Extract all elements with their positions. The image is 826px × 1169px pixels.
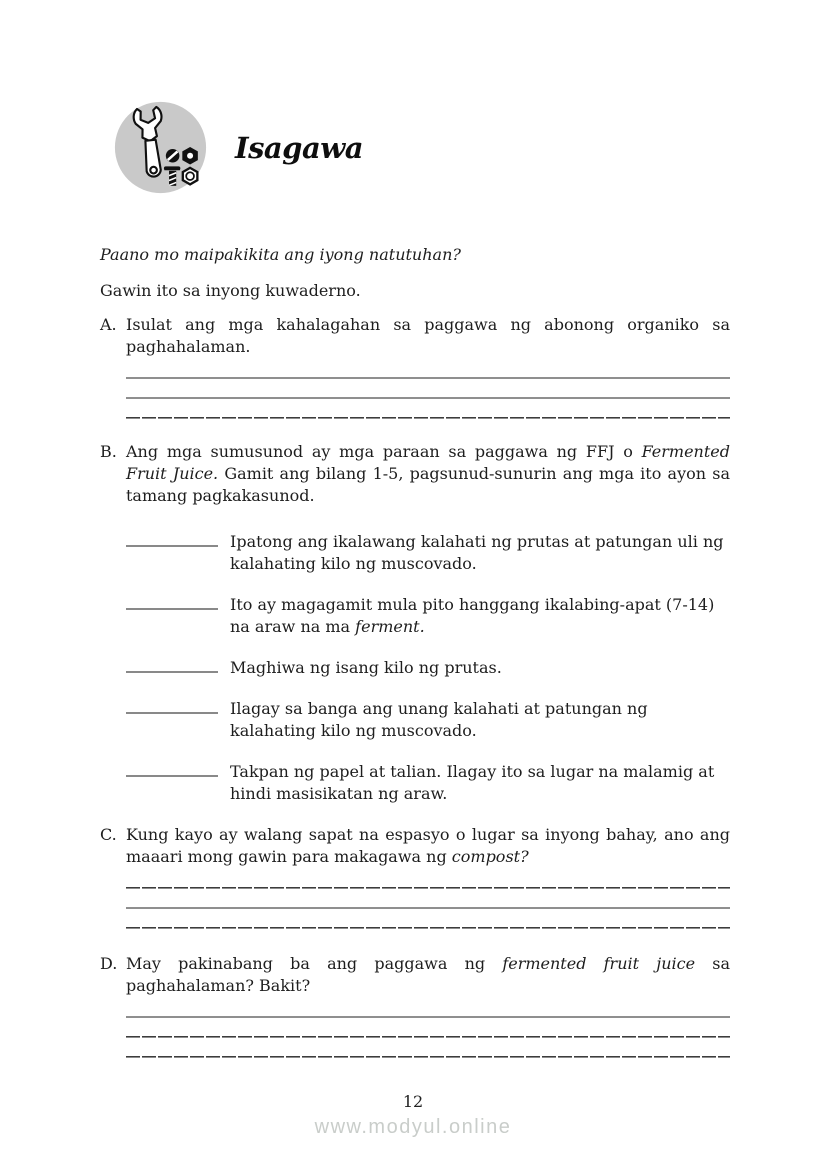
screw-head xyxy=(166,149,180,163)
answer-line xyxy=(126,872,730,889)
list-item xyxy=(126,698,730,742)
answer-blank xyxy=(126,761,218,777)
watermark: www.modyul.online xyxy=(314,1116,512,1138)
answer-line xyxy=(126,402,730,419)
section-c-letter: C. xyxy=(100,825,117,844)
section-d-text: May pakinabang ba ang paggawa ng fermented fruit juice sa paghahalaman? Bakit? xyxy=(126,954,731,995)
section-d-letter: D. xyxy=(100,954,118,973)
section-a-letter: A. xyxy=(100,315,117,334)
section-c-text: Kung kayo ay walang sapat na espasyo o lugar sa inyong bahay, ano ang maaari mong gawin para makagawa ng compost? xyxy=(126,825,730,866)
page-number: 12 xyxy=(402,1092,424,1111)
list-item-text: Maghiwa ng isang kilo ng prutas. xyxy=(230,658,502,677)
answer-blank xyxy=(126,594,218,610)
list-item-text: Ito ay magagamit mula pito hanggang ikalabing-apat (7-14) na araw na ma ferment. xyxy=(230,595,715,636)
answer-line xyxy=(126,362,730,379)
list-item-text: Ilagay sa banga ang unang kalahati at patungan ng kalahating kilo ng muscovado. xyxy=(230,699,648,740)
intro-question: Paano mo maipakikita ang iyong natutuhan? xyxy=(100,245,461,264)
answer-line xyxy=(126,1041,730,1058)
list-item-text: Ipatong ang ikalawang kalahati ng prutas at patungan uli ng kalahating kilo ng muscovado. xyxy=(230,532,724,573)
worksheet-content xyxy=(100,244,730,1061)
intro-instruction: Gawin ito sa inyong kuwaderno. xyxy=(100,281,361,300)
sequencing-list xyxy=(126,531,730,805)
wrench-and-fasteners-icon xyxy=(112,99,209,196)
answer-line xyxy=(126,1021,730,1038)
list-item-text: Takpan ng papel at talian. Ilagay ito sa lugar na malamig at hindi masisikatan ng araw. xyxy=(230,762,715,803)
section-b xyxy=(100,441,730,507)
page-header xyxy=(112,99,363,196)
section-a xyxy=(100,314,730,358)
answer-blank xyxy=(126,657,218,673)
answer-blank xyxy=(126,698,218,714)
section-c xyxy=(100,824,730,868)
section-b-letter: B. xyxy=(100,442,117,461)
section-a-text: Isulat ang mga kahalagahan sa paggawa ng abonong organiko sa paghahalaman. xyxy=(126,315,730,356)
hex-nut-outline xyxy=(183,168,198,184)
section-c-answer-lines xyxy=(126,872,730,929)
page-title: Isagawa xyxy=(235,130,364,165)
section-a-answer-lines xyxy=(126,362,730,419)
section-d-answer-lines xyxy=(126,1001,730,1058)
section-d xyxy=(100,953,730,997)
answer-line xyxy=(126,912,730,929)
answer-line xyxy=(126,1001,730,1018)
answer-line xyxy=(126,382,730,399)
list-item xyxy=(126,531,730,575)
section-b-text: Ang mga sumusunod ay mga paraan sa paggawa ng FFJ o Fermented Fruit Juice. Gamit ang bilang 1-5, pagsunud-sunurin ang mga ito ayon sa tamang pagkakasunod. xyxy=(126,442,730,505)
list-item xyxy=(126,761,730,805)
answer-line xyxy=(126,892,730,909)
answer-blank xyxy=(126,531,218,547)
list-item xyxy=(126,594,730,638)
list-item xyxy=(126,657,730,679)
